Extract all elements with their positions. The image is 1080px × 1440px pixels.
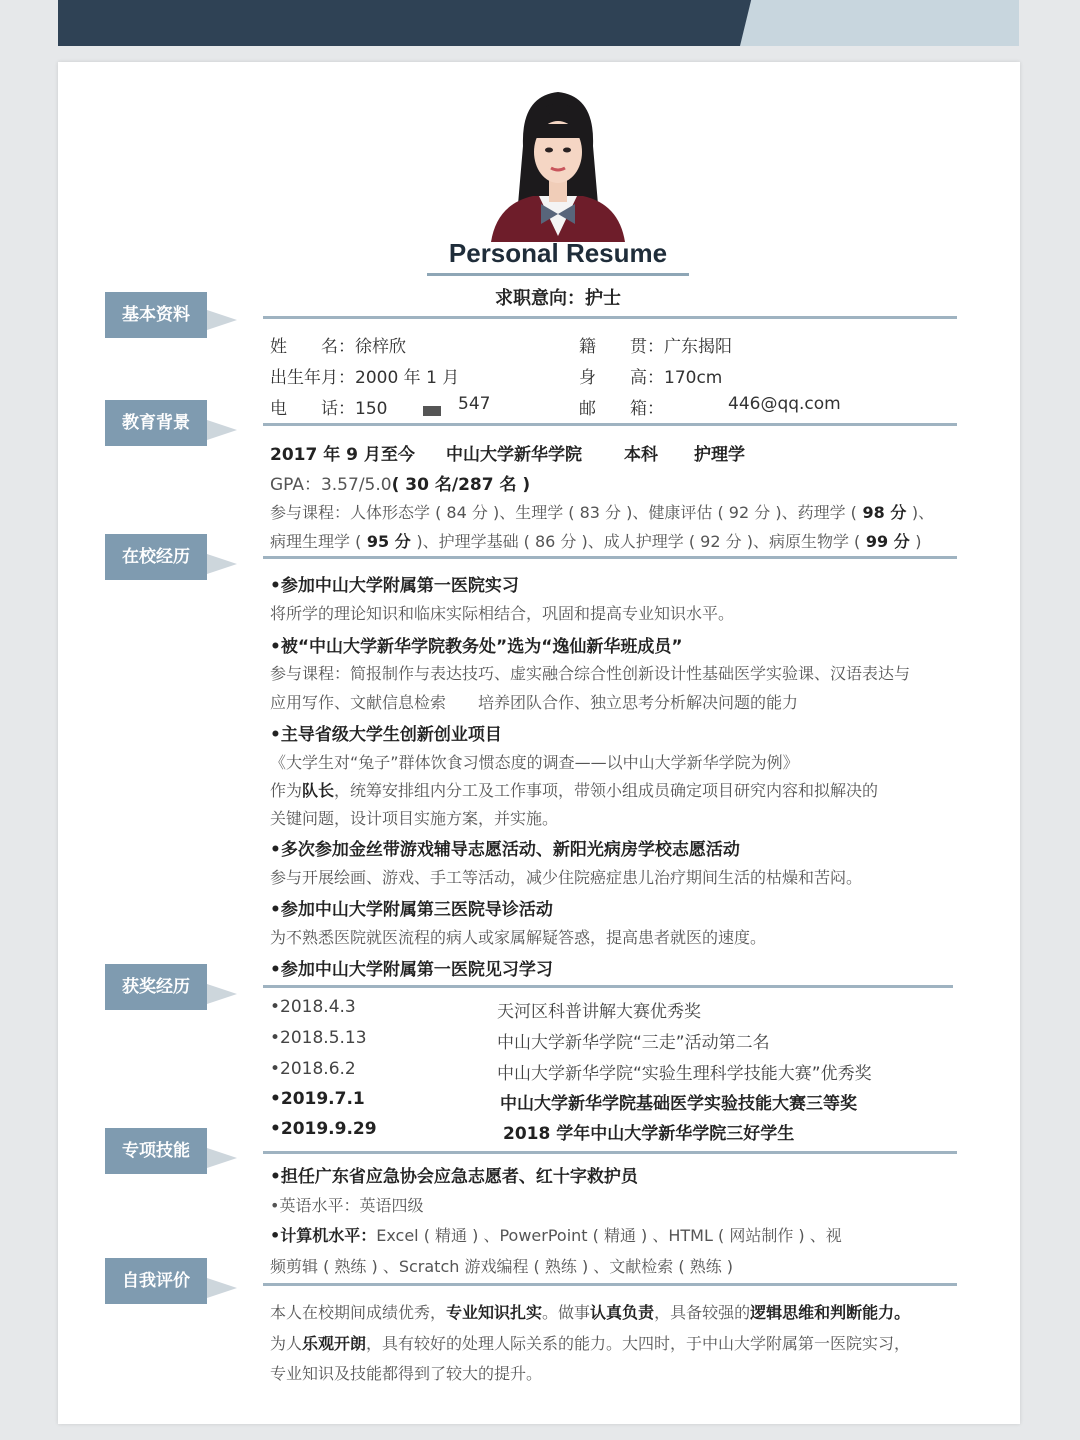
award-date: •2018.4.3: [270, 997, 356, 1017]
section-tag-self: 自我评价: [105, 1258, 207, 1304]
gpa-value: GPA：3.57/5.0: [270, 475, 392, 495]
section-tag-basic: 基本资料: [105, 292, 207, 338]
award-date: •2018.6.2: [270, 1059, 356, 1079]
name-label: 姓 名：: [270, 337, 355, 357]
resume-title: Personal Resume: [448, 238, 668, 268]
campus-heading: •被“中山大学新华学院教务处”选为“逸仙新华班成员”: [270, 637, 683, 657]
section-tag-arrow: [207, 1148, 237, 1168]
self-eval-line: 专业知识及技能都得到了较大的提升。: [270, 1364, 543, 1383]
courses-score: 98 分: [856, 503, 912, 522]
phone-start: 150: [355, 399, 388, 419]
campus-heading: •多次参加金丝带游戏辅导志愿活动、新阳光病房学校志愿活动: [270, 840, 740, 860]
portrait-illustration: [483, 86, 633, 242]
section-tag-arrow: [207, 1278, 237, 1298]
skill-item: [270, 1223, 842, 1246]
skill-text: Excel ( 精通 ) 、PowerPoint ( 精通 ) 、HTML ( 网站制作 ) 、视: [376, 1226, 842, 1245]
edu-courses-line-1: [270, 500, 934, 523]
section-rule: [263, 316, 957, 319]
section-tag-campus: 在校经历: [105, 534, 207, 580]
self-text: ，具备较强的: [654, 1303, 751, 1322]
section-tag-awards: 获奖经历: [105, 964, 207, 1010]
campus-detail: 关键问题，设计项目实施方案，并实施。: [270, 809, 559, 828]
origin-value: 广东揭阳: [664, 337, 732, 357]
award-name: 中山大学新华学院“三走”活动第二名: [497, 1033, 770, 1053]
origin-row: [579, 332, 732, 357]
campus-detail: 《大学生对“兔子”群体饮食习惯态度的调查——以中山大学新华学院为例》: [270, 753, 799, 772]
courses-text: 参与课程：人体形态学 ( 84 分 )、生理学 ( 83 分 )、健康评估 ( 92 分 )、药理学 (: [270, 503, 857, 522]
self-emphasis: 认真负责: [590, 1303, 655, 1322]
campus-detail: 参与开展绘画、游戏、手工等活动，减少住院癌症患儿治疗期间生活的枯燥和苦闷。: [270, 868, 863, 887]
section-rule: [263, 1151, 957, 1154]
courses-text: )、: [911, 503, 935, 522]
courses-text: 病理生理学 (: [270, 532, 362, 551]
campus-detail: 应用写作、文献信息检索 培养团队合作、独立思考分析解决问题的能力: [270, 693, 799, 712]
campus-detail: 参与课程：简报制作与表达技巧、虚实融合综合性创新设计性基础医学实验课、汉语表达与: [270, 664, 911, 683]
self-text: 本人在校期间成绩优秀，: [270, 1303, 447, 1322]
section-rule: [263, 1283, 957, 1286]
courses-score: 99 分: [860, 532, 916, 551]
birth-value: 2000 年 1 月: [355, 368, 460, 388]
self-eval-line: [270, 1300, 910, 1323]
section-tag-arrow: [207, 554, 237, 574]
self-text: ，具有较好的处理人际关系的能力。大四时，于中山大学附属第一医院实习，: [366, 1334, 911, 1353]
edu-date: 2017 年 9 月至今: [270, 445, 415, 465]
section-tag-arrow: [207, 310, 237, 330]
phone-row: [270, 394, 387, 419]
award-name: 中山大学新华学院基础医学实验技能大赛三等奖: [500, 1094, 857, 1114]
detail-text: 作为: [270, 781, 303, 800]
skill-item: 频剪辑 ( 熟练 ) 、Scratch 游戏编程 ( 熟练 ) 、文献检索 ( 熟练 ): [270, 1257, 734, 1276]
section-rule: [263, 985, 953, 988]
job-objective: 求职意向：护士: [495, 288, 621, 309]
self-emphasis: 专业知识扎实: [446, 1303, 543, 1322]
portrait-photo: [483, 86, 633, 242]
self-emphasis: 逻辑思维和判断能力。: [750, 1303, 911, 1322]
gpa-rank: ( 30 名/287 名 ): [391, 475, 531, 495]
header-accent: [740, 0, 1019, 46]
award-date: •2018.5.13: [270, 1028, 367, 1048]
campus-detail: 将所学的理论知识和临床实际相结合，巩固和提高专业知识水平。: [270, 604, 735, 623]
title-underline: [427, 273, 689, 276]
award-date: •2019.7.1: [270, 1089, 365, 1109]
birth-label: 出生年月：: [270, 368, 355, 388]
birth-row: [270, 363, 459, 388]
edu-courses-line-2: [270, 529, 922, 552]
section-tag-skills: 专项技能: [105, 1128, 207, 1174]
campus-heading: •参加中山大学附属第三医院导诊活动: [270, 900, 553, 920]
section-rule: [263, 556, 957, 559]
height-label: 身 高：: [579, 368, 664, 388]
edu-major: 护理学: [694, 445, 745, 465]
award-name: 2018 学年中山大学新华学院三好学生: [503, 1124, 795, 1144]
skill-label: •计算机水平：: [270, 1226, 377, 1245]
detail-text: ，统筹安排组内分工及工作事项，带领小组成员确定项目研究内容和拟解决的: [334, 781, 879, 800]
redaction-mark: [423, 406, 441, 416]
detail-emphasis: 队长: [302, 781, 335, 800]
section-tag-arrow: [207, 984, 237, 1004]
campus-heading: •参加中山大学附属第一医院实习: [270, 576, 519, 596]
name-value: 徐梓欣: [355, 337, 406, 357]
courses-text: )、护理学基础 ( 86 分 )、成人护理学 ( 92 分 )、病原生物学 (: [416, 532, 861, 551]
height-value: 170cm: [664, 368, 723, 388]
courses-text: ): [915, 532, 922, 551]
edu-degree: 本科: [624, 445, 658, 465]
email-label: 邮 箱：: [579, 399, 664, 419]
phone-label: 电 话：: [270, 399, 355, 419]
self-text: 。做事: [542, 1303, 591, 1322]
phone-end: 547: [458, 394, 491, 414]
courses-score: 95 分: [361, 532, 417, 551]
height-row: [579, 363, 722, 388]
skill-item: •英语水平：英语四级: [270, 1196, 424, 1215]
campus-detail: [270, 778, 878, 801]
self-eval-line: [270, 1331, 910, 1354]
email-value: 446@qq.com: [728, 394, 841, 414]
section-tag-education: 教育背景: [105, 400, 207, 446]
campus-heading: •参加中山大学附属第一医院见习学习: [270, 960, 553, 980]
edu-gpa: [270, 470, 530, 495]
self-emphasis: 乐观开朗: [302, 1334, 367, 1353]
header-band: [58, 0, 755, 46]
self-text: 为人: [270, 1334, 303, 1353]
section-rule: [263, 423, 957, 426]
award-date: •2019.9.29: [270, 1119, 377, 1139]
edu-school: 中山大学新华学院: [446, 445, 582, 465]
name-row: [270, 332, 406, 357]
origin-label: 籍 贯：: [579, 337, 664, 357]
skill-item: •担任广东省应急协会应急志愿者、红十字救护员: [270, 1167, 638, 1187]
campus-detail: 为不熟悉医院就医流程的病人或家属解疑答惑，提高患者就医的速度。: [270, 928, 767, 947]
section-tag-arrow: [207, 420, 237, 440]
award-name: 中山大学新华学院“实验生理科学技能大赛”优秀奖: [497, 1064, 872, 1084]
campus-heading: •主导省级大学生创新创业项目: [270, 725, 502, 745]
award-name: 天河区科普讲解大赛优秀奖: [497, 1002, 701, 1022]
